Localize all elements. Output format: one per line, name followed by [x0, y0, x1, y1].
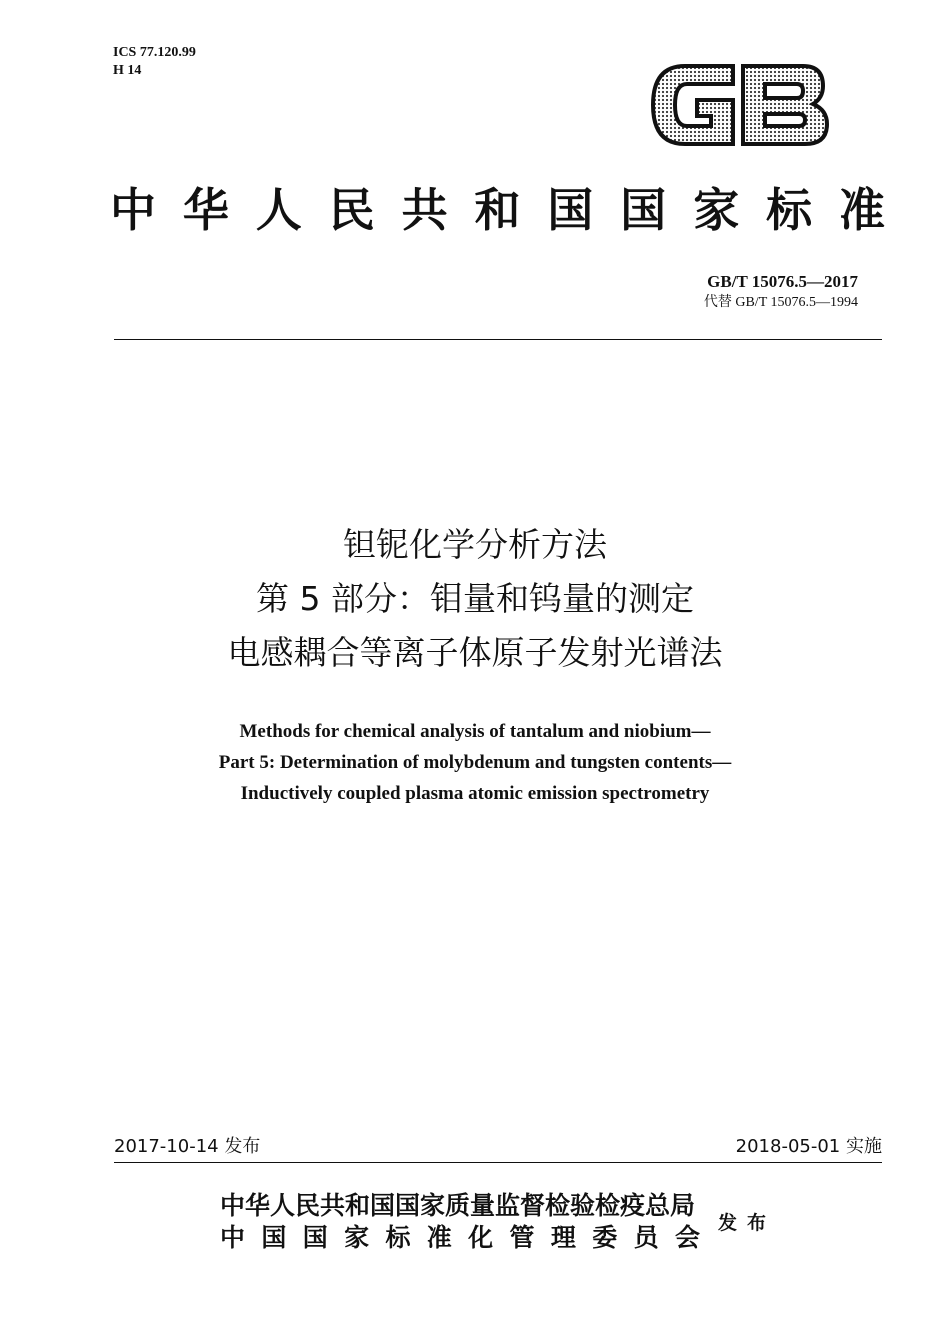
- implementation-date: 2018-05-01 实施: [735, 1136, 882, 1157]
- publish-label: 发布: [718, 1212, 777, 1234]
- english-title: [0, 716, 950, 809]
- english-title-line-2: Part 5: Determination of molybdenum and tungsten contents—: [218, 752, 732, 773]
- chinese-title-line-2: 第 5 部分：钼量和钨量的测定: [256, 579, 694, 618]
- issue-date: 2017-10-14 发布: [114, 1136, 261, 1157]
- chinese-title: [0, 518, 950, 680]
- standard-number: GB/T 15076.5—2017: [707, 272, 858, 291]
- english-title-line-1: Methods for chemical analysis of tantalum and niobium—: [239, 721, 711, 742]
- classification-codes: [113, 44, 196, 80]
- logo-text: GB: [645, 58, 647, 59]
- chinese-title-line-1: 钽铌化学分析方法: [343, 525, 607, 564]
- issuer-sac: 中国国家标准化管理委员会: [220, 1223, 700, 1252]
- english-title-line-3: Inductively coupled plasma atomic emission spectrometry: [240, 783, 710, 804]
- national-standard-title: 中华人民共和国国家标准: [110, 183, 885, 237]
- gb-logo: [645, 58, 831, 152]
- top-divider: [114, 339, 882, 340]
- replaced-standard: 代替 GB/T 15076.5—1994: [703, 295, 858, 310]
- bottom-divider: [114, 1162, 882, 1163]
- chinese-title-line-3: 电感耦合等离子体原子发射光谱法: [227, 633, 723, 672]
- ics-code: ICS 77.120.99: [113, 45, 196, 60]
- issuing-authorities: [220, 1190, 700, 1254]
- issuer-aqsiq: 中华人民共和国国家质量监督检验检疫总局: [220, 1191, 696, 1220]
- ccs-code: H 14: [113, 63, 142, 78]
